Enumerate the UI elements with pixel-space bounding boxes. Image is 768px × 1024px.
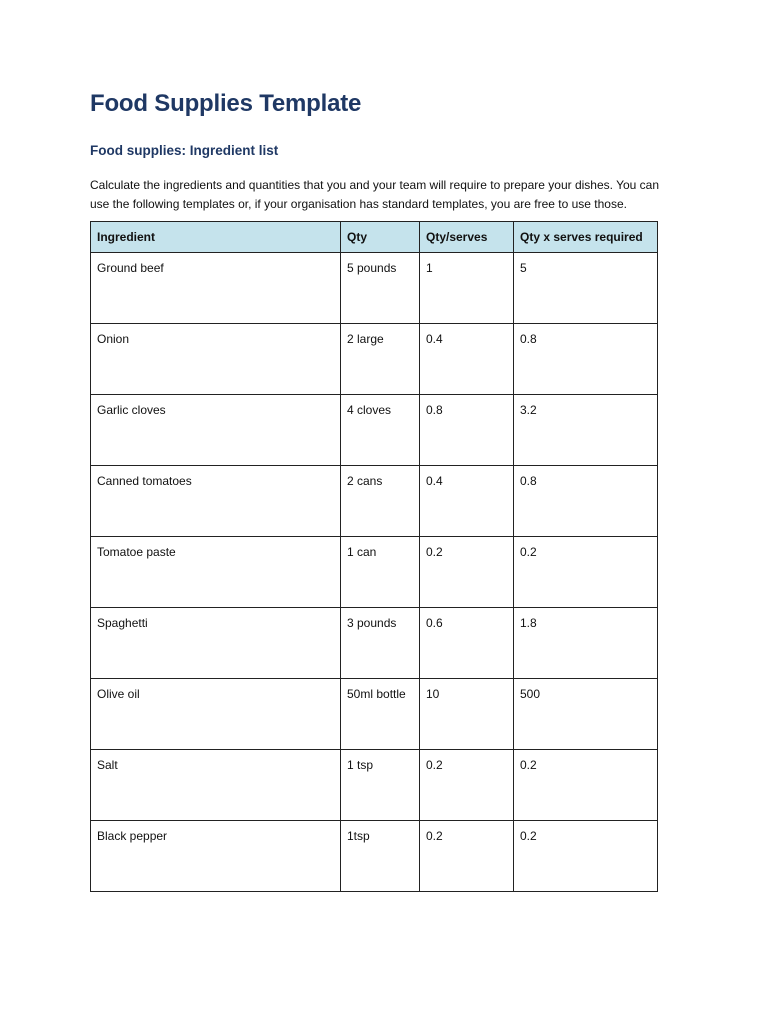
- qty-cell: 5 pounds: [341, 253, 420, 324]
- qty-cell: 2 cans: [341, 466, 420, 537]
- ingredient-cell: Olive oil: [91, 679, 341, 750]
- table-row: [91, 253, 658, 324]
- section-subtitle: Food supplies: Ingredient list: [90, 143, 279, 158]
- page-title: Food Supplies Template: [90, 90, 362, 117]
- qty-serves-cell: 0.2: [420, 821, 514, 892]
- table-row: [91, 395, 658, 466]
- qty-required-cell: 1.8: [514, 608, 658, 679]
- qty-serves-cell: 0.6: [420, 608, 514, 679]
- table-header-row: [91, 222, 658, 253]
- qty-serves-cell: 10: [420, 679, 514, 750]
- header-ingredient: Ingredient: [91, 222, 341, 253]
- table-row: [91, 821, 658, 892]
- table-row: [91, 750, 658, 821]
- qty-required-cell: 3.2: [514, 395, 658, 466]
- ingredient-cell: Black pepper: [91, 821, 341, 892]
- ingredient-table: [90, 221, 658, 892]
- header-qty-x-serves-required: Qty x serves required: [514, 222, 658, 253]
- qty-serves-cell: 0.2: [420, 750, 514, 821]
- intro-paragraph: Calculate the ingredients and quantities that you and your team will require to prepare your dishes. You can use the following templates or, if your organisation has standard templates, you are free to use those.: [90, 178, 660, 211]
- ingredient-cell: Tomatoe paste: [91, 537, 341, 608]
- table-row: [91, 608, 658, 679]
- qty-required-cell: 0.2: [514, 537, 658, 608]
- ingredient-cell: Onion: [91, 324, 341, 395]
- ingredient-cell: Ground beef: [91, 253, 341, 324]
- qty-required-cell: 0.8: [514, 324, 658, 395]
- qty-cell: 1tsp: [341, 821, 420, 892]
- qty-cell: 1 tsp: [341, 750, 420, 821]
- ingredient-cell: Salt: [91, 750, 341, 821]
- qty-required-cell: 500: [514, 679, 658, 750]
- qty-serves-cell: 1: [420, 253, 514, 324]
- ingredient-cell: Canned tomatoes: [91, 466, 341, 537]
- qty-cell: 1 can: [341, 537, 420, 608]
- ingredient-cell: Spaghetti: [91, 608, 341, 679]
- qty-required-cell: 5: [514, 253, 658, 324]
- header-qty: Qty: [341, 222, 420, 253]
- qty-serves-cell: 0.4: [420, 324, 514, 395]
- table-row: [91, 679, 658, 750]
- qty-required-cell: 0.2: [514, 750, 658, 821]
- qty-required-cell: 0.8: [514, 466, 658, 537]
- header-qty-serves: Qty/serves: [420, 222, 514, 253]
- qty-serves-cell: 0.4: [420, 466, 514, 537]
- qty-cell: 4 cloves: [341, 395, 420, 466]
- table-row: [91, 466, 658, 537]
- ingredient-cell: Garlic cloves: [91, 395, 341, 466]
- qty-cell: 3 pounds: [341, 608, 420, 679]
- qty-cell: 2 large: [341, 324, 420, 395]
- qty-cell: 50ml bottle: [341, 679, 420, 750]
- table-row: [91, 537, 658, 608]
- qty-serves-cell: 0.2: [420, 537, 514, 608]
- table-row: [91, 324, 658, 395]
- qty-required-cell: 0.2: [514, 821, 658, 892]
- qty-serves-cell: 0.8: [420, 395, 514, 466]
